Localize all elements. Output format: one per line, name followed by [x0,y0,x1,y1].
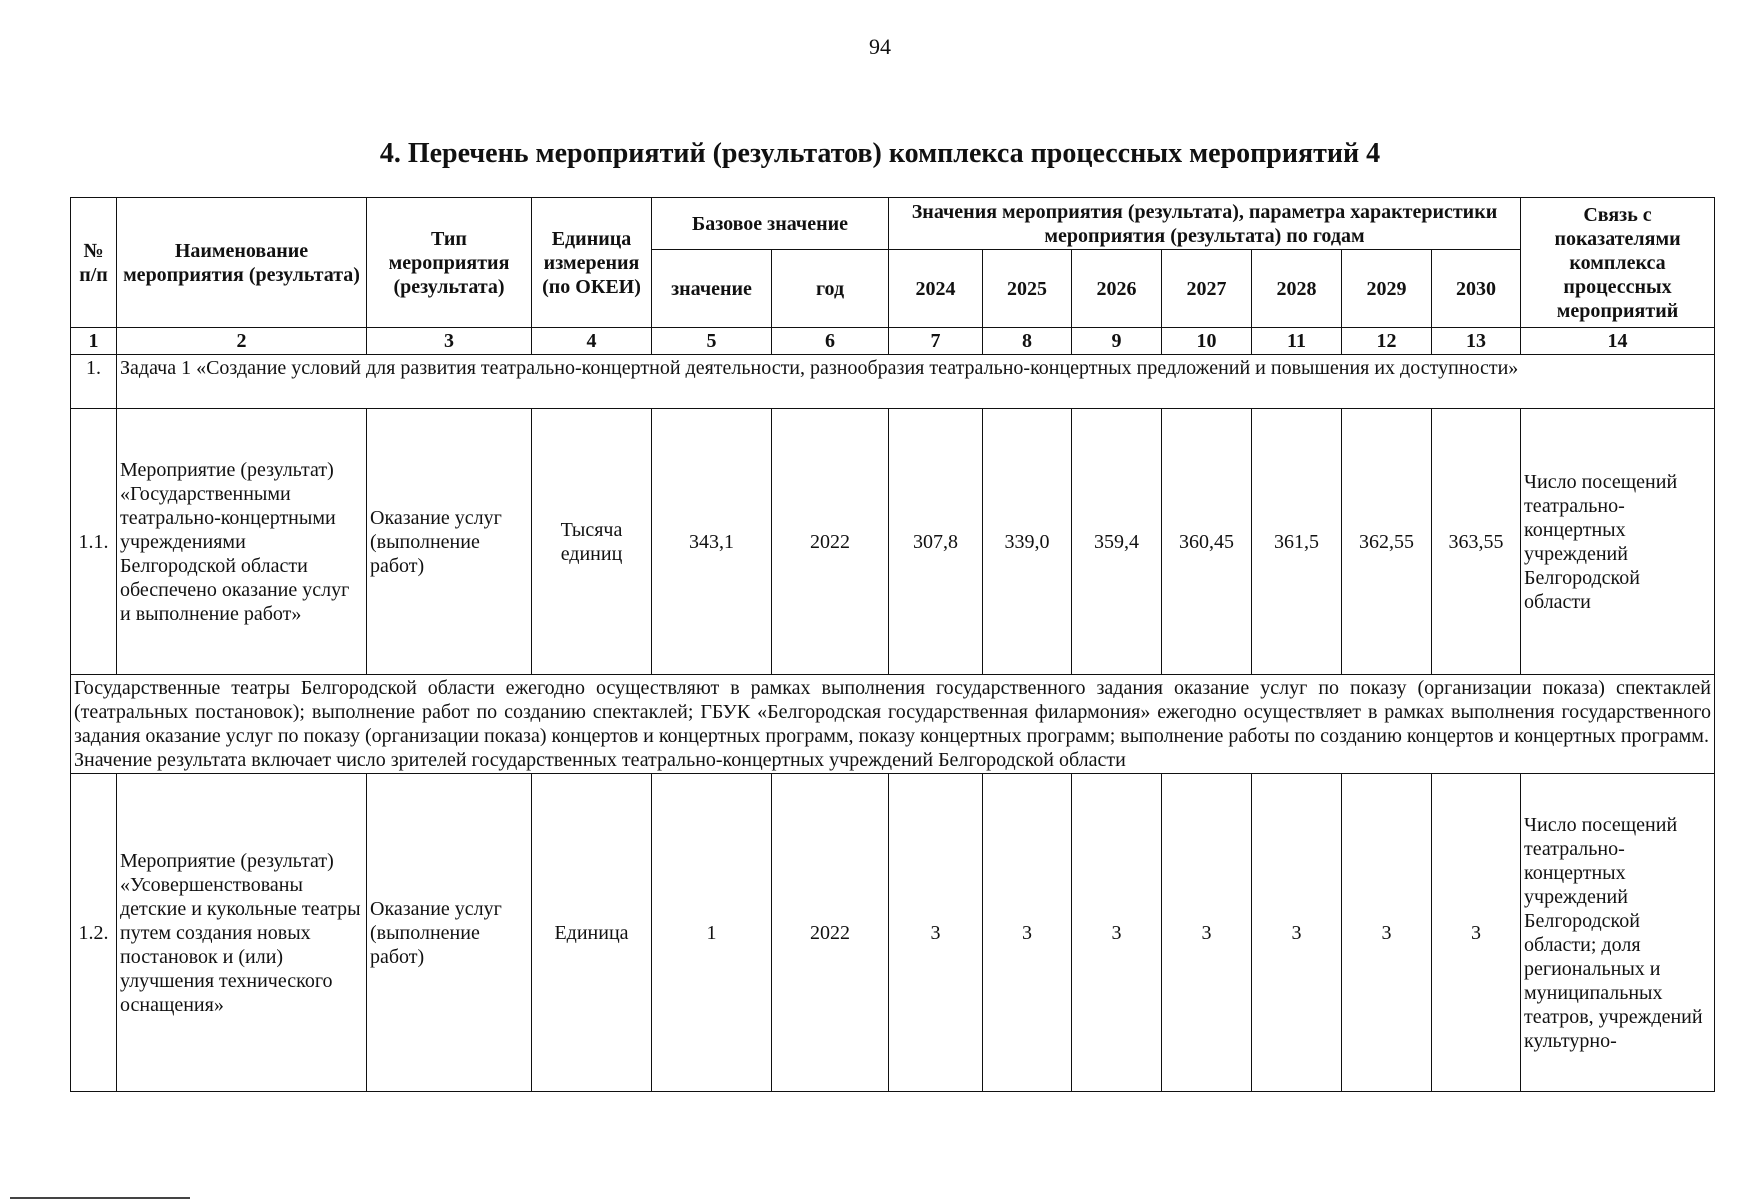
header-base-year: год [772,250,889,328]
column-number: 10 [1162,328,1252,355]
row-name: Мероприятие (результат) «Усовершенствованы детские и кукольные театры путем создания новых постановок и (или) улучшения технического оснащения» [117,774,367,1092]
row-base-value: 1 [652,774,772,1092]
column-number: 4 [532,328,652,355]
column-number: 13 [1432,328,1521,355]
header-unit: Единица измерения (по ОКЕИ) [532,198,652,328]
column-number: 3 [367,328,532,355]
column-number: 1 [71,328,117,355]
row-value: 3 [1072,774,1162,1092]
header-year: 2024 [889,250,983,328]
header-base-value: значение [652,250,772,328]
row-base-year: 2022 [772,774,889,1092]
row-name: Мероприятие (результат) «Государственными театрально-концертными учреждениями Белгородской области обеспечено оказание услуг и выполнение работ» [117,409,367,675]
row-link: Число посещений театрально-концертных учреждений Белгородской области [1521,409,1715,675]
row-base-year: 2022 [772,409,889,675]
column-number-row [71,328,1715,355]
row-value: 3 [1342,774,1432,1092]
header-type: Тип мероприятия (результата) [367,198,532,328]
header-num: № п/п [71,198,117,328]
note-cell [71,675,1715,774]
row-type: Оказание услуг (выполнение работ) [367,409,532,675]
header-years-group: Значения мероприятия (результата), параметра характеристики мероприятия (результата) по годам [889,198,1521,250]
task-row [71,355,1715,409]
document-title: 4. Перечень мероприятий (результатов) комплекса процессных мероприятий 4 [379,138,1381,169]
row-num: 1.2. [71,774,117,1092]
row-value: 361,5 [1252,409,1342,675]
note-paragraph: Государственные театры Белгородской области ежегодно осуществляют в рамках выполнения государственного задания оказание услуг по показу (организации показа) спектаклей (театральных постановок); выполнение работ по созданию спектаклей; ГБУК «Белгородская государственная филармония» ежегодно осуществляет в рамках выполнения государственного задания оказание услуг по показу (организации показа) концертов и концертных программ, показу концертных программ; выполнение работы по созданию концертов и концертных программ. [74,677,1712,747]
row-value: 359,4 [1072,409,1162,675]
scan-artifact-line [10,1197,190,1199]
header-year: 2028 [1252,250,1342,328]
column-number: 12 [1342,328,1432,355]
column-number: 8 [983,328,1072,355]
row-type: Оказание услуг (выполнение работ) [367,774,532,1092]
row-value: 362,55 [1342,409,1432,675]
header-year: 2025 [983,250,1072,328]
header-base: Базовое значение [652,198,889,250]
row-unit: Единица [532,774,652,1092]
column-number: 14 [1521,328,1715,355]
header-name: Наименование мероприятия (результата) [117,198,367,328]
header-year: 2026 [1072,250,1162,328]
row-value: 339,0 [983,409,1072,675]
header-link: Связь с показателями комплекса процессных мероприятий [1521,198,1715,328]
note-line: Значение результата включает число зрителей государственных театрально-концертных учреждений Белгородской области [74,749,1126,771]
header-year: 2029 [1342,250,1432,328]
page-number: 94 [869,34,891,59]
row-value: 3 [1432,774,1521,1092]
column-number: 9 [1072,328,1162,355]
column-number: 7 [889,328,983,355]
column-number: 2 [117,328,367,355]
task-text: Задача 1 «Создание условий для развития театрально-концертной деятельности, разнообразия театрально-концертных предложений и повышения их доступности» [117,355,1715,409]
row-value: 3 [889,774,983,1092]
row-value: 360,45 [1162,409,1252,675]
row-link: Число посещений театрально-концертных учреждений Белгородской области; доля региональных и муниципальных театров, учреждений культурно- [1521,774,1715,1092]
column-number: 5 [652,328,772,355]
row-value: 3 [1162,774,1252,1092]
note-row [71,675,1715,774]
row-value: 363,55 [1432,409,1521,675]
row-unit: Тысяча единиц [532,409,652,675]
row-value: 3 [1252,774,1342,1092]
table-row [71,774,1715,1092]
row-value: 307,8 [889,409,983,675]
header-year: 2027 [1162,250,1252,328]
column-number: 6 [772,328,889,355]
row-num: 1.1. [71,409,117,675]
task-num: 1. [71,355,117,409]
column-number: 11 [1252,328,1342,355]
row-value: 3 [983,774,1072,1092]
table-row [71,409,1715,675]
row-base-value: 343,1 [652,409,772,675]
header-year: 2030 [1432,250,1521,328]
measures-table [70,197,1715,1092]
